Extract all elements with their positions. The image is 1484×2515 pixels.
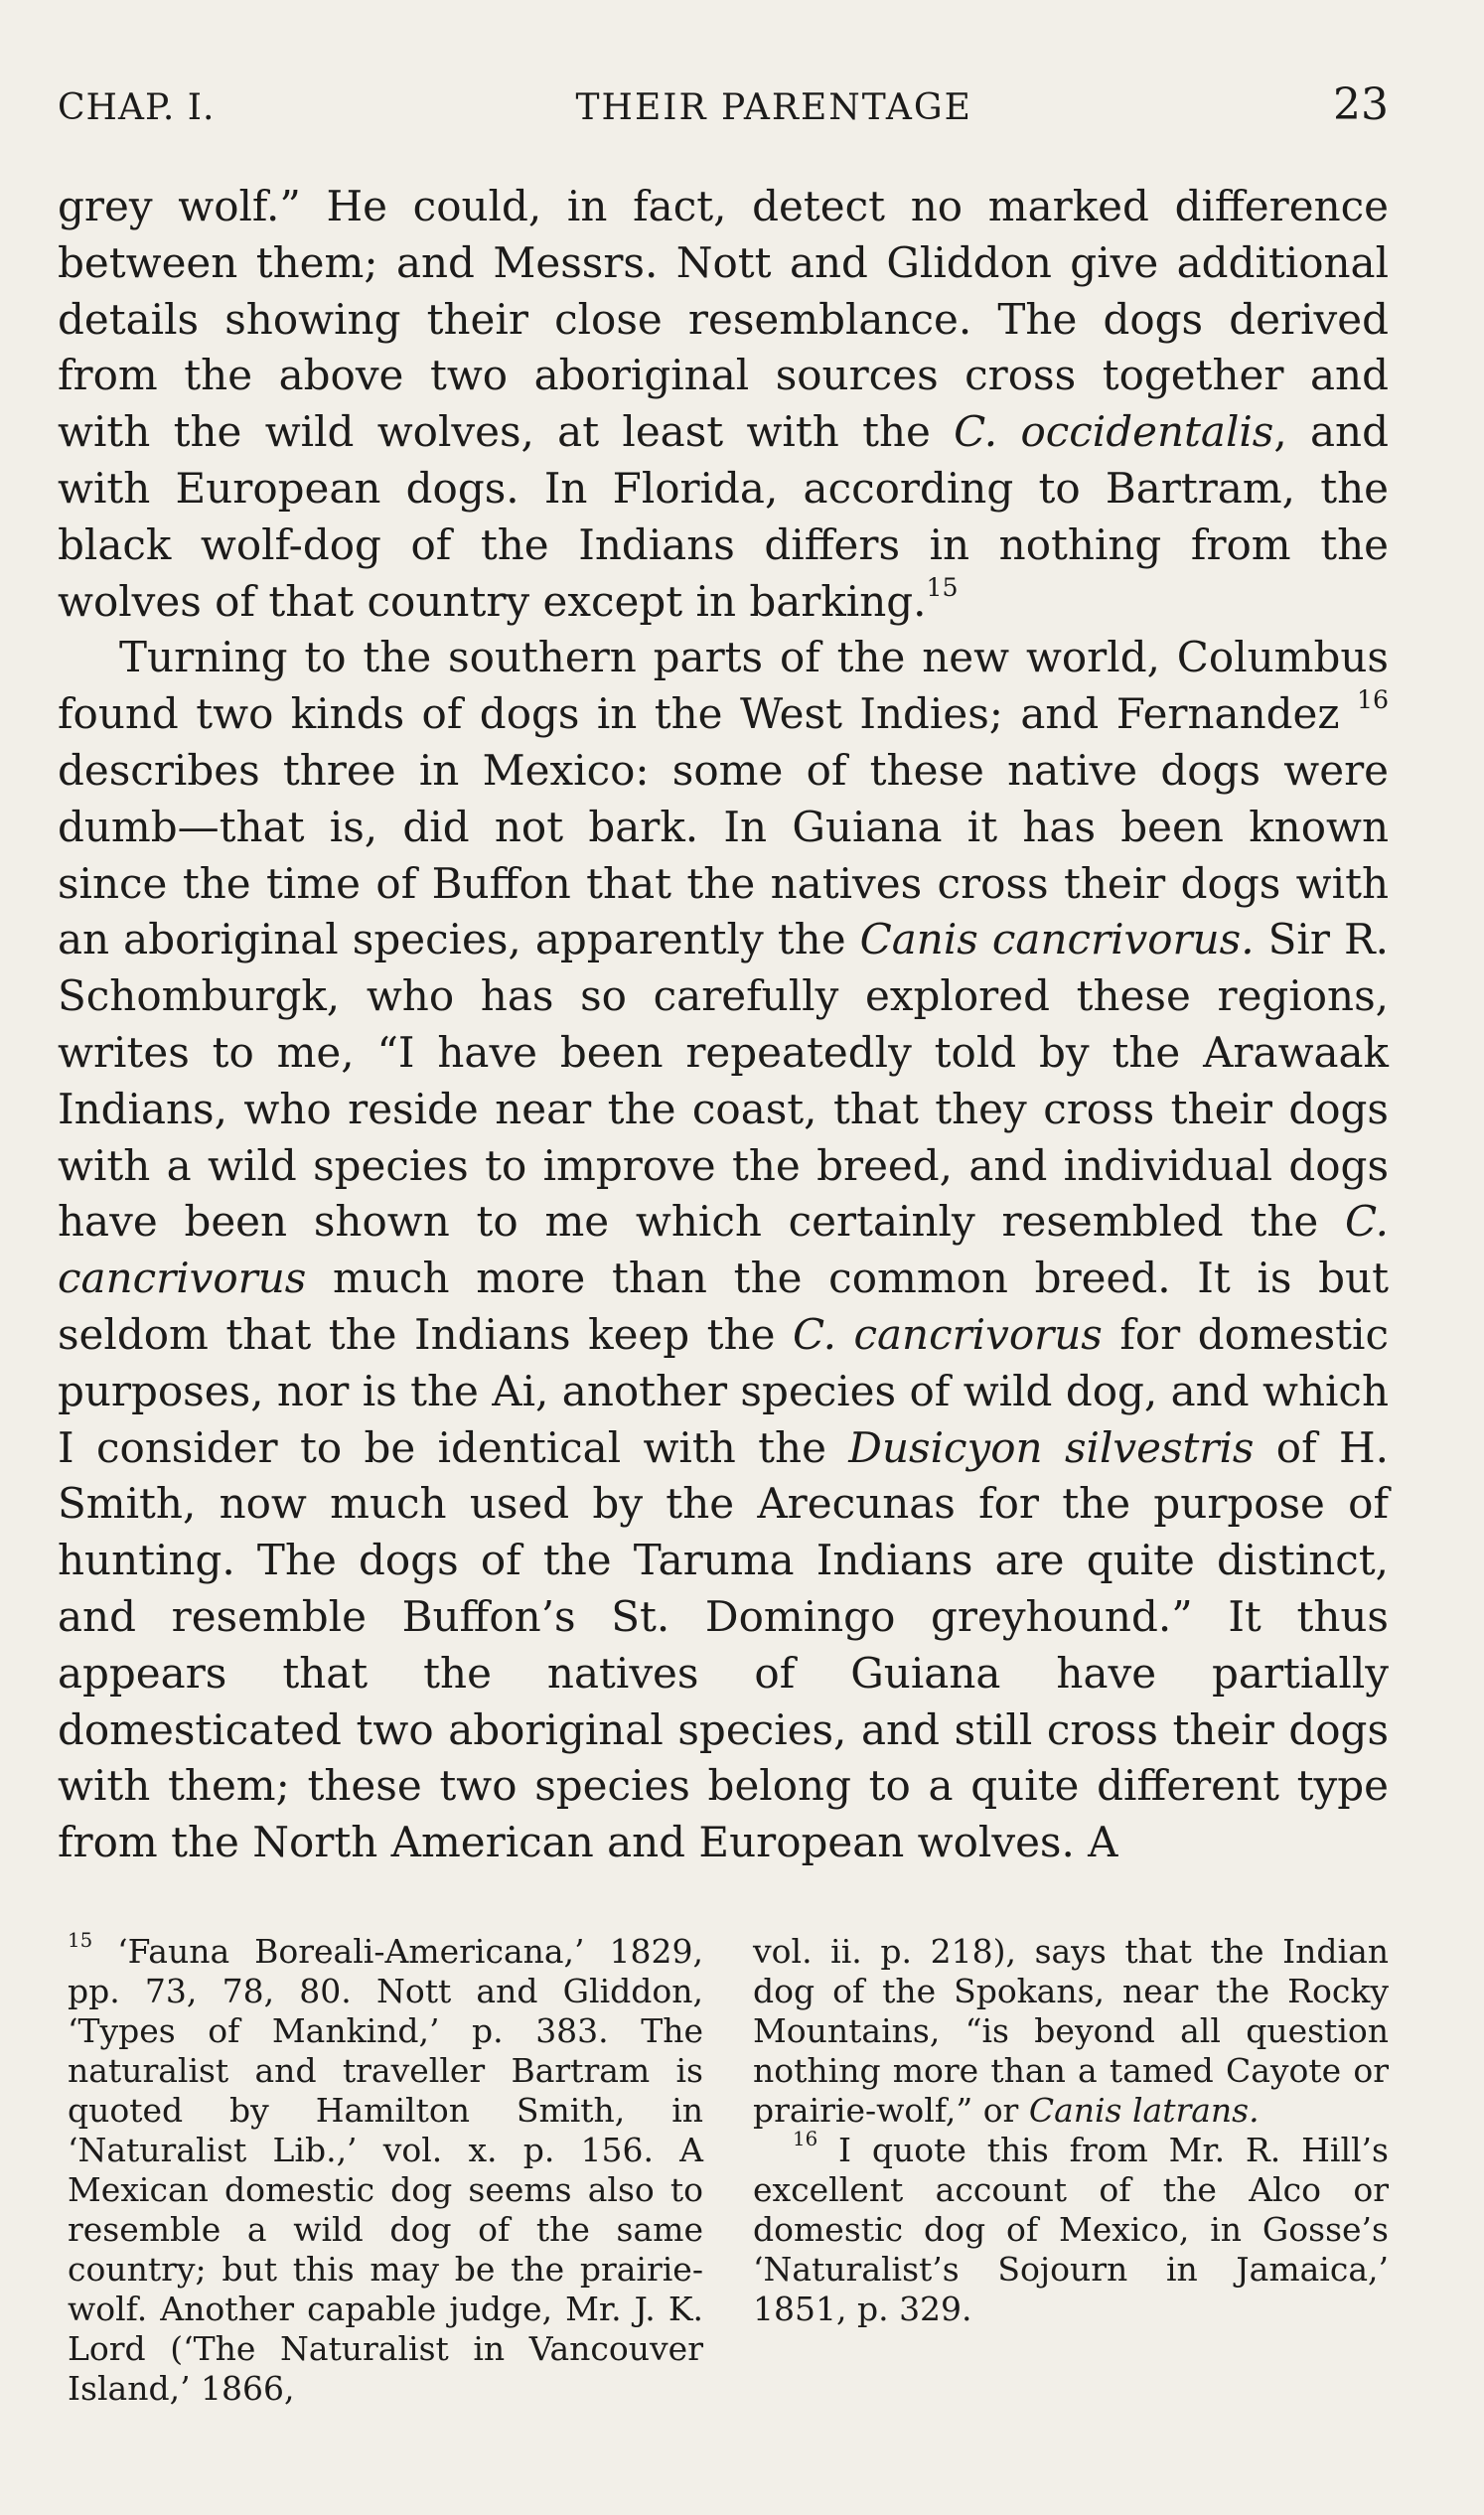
text-run: for domestic purposes, nor is the Ai, another species of wild dog, and which I consider to be identical with the (58, 1309, 1389, 1472)
text-run: of H. Smith, now much used by the Arecunas for the purpose of hunting. The dogs of the Taruma Indians are quite distinct, and resemble Buffon’s St. Domingo greyhound.” It thus appears that the natives of Guiana have partially domesticated two aboriginal species, and still cross their dogs with them; these two species belong to a quite different type from the North American and European wolves. A (58, 1422, 1389, 1867)
running-header (58, 79, 1389, 139)
paragraph-1 (58, 179, 1389, 630)
footnote-text: ‘Fauna Boreali-Americana,’ 1829, pp. 73, 78, 80. Nott and Gliddon, ‘Types of Mankind,’ p. 383. The naturalist and traveller Bartram is quoted by Hamilton Smith, in ‘Naturalist Lib.,’ vol. x. p. 156. A Mexican domestic dog seems also to resemble a wild dog of the same country; but this may be the prairie-wolf. Another capable judge, Mr. J. K. Lord (‘The Naturalist in Vancouver Island,’ 1866, (68, 1932, 703, 2408)
footnote-number: 16 (793, 2128, 818, 2151)
italic-run: Canis cancrivorus. (859, 915, 1255, 964)
footnotes (68, 1929, 1389, 2409)
text-run: grey wolf.” He could, in fact, detect no marked difference between them; and Messrs. Nott and Gliddon give additional details showing their close resemblance. The dogs derived from the above two aboriginal sources cross together and with the wild wolves, at least with the (58, 182, 1389, 457)
footnote-15-continued (753, 1932, 1389, 2131)
footnote-column-right (753, 1932, 1389, 2409)
footnote-ref-16[interactable]: 16 (1356, 685, 1389, 715)
italic-run: Dusicyon silvestris (848, 1422, 1255, 1472)
footnote-number: 15 (68, 1929, 93, 1953)
text-run: , and with European dogs. In Florida, according to Bartram, the black wolf-dog of the Indians differs in nothing from the wolves of that country except in barking. (58, 407, 1389, 626)
main-text (58, 179, 1389, 1871)
running-title: THEIR PARENTAGE (575, 87, 972, 128)
footnote-text: vol. ii. p. 218), says that the Indian dog of the Spokans, near the Rocky Mountains, “is beyond all question nothing more than a tamed Cayote or prairie-wolf,” or (753, 1932, 1389, 2130)
text-run: much more than the common breed. It is but seldom that the Indians keep the (58, 1254, 1389, 1359)
page-number: 23 (1332, 79, 1389, 130)
footnote-ref-15[interactable]: 15 (926, 572, 959, 602)
text-run: Turning to the southern parts of the new world, Columbus found two kinds of dogs in the West Indies; and Fernandez (58, 633, 1389, 739)
footnote-16 (753, 2128, 1389, 2329)
text-run: Sir R. Schomburgk, who has so carefully explored these regions, writes to me, “I have been repeatedly told by the Arawaak Indians, who reside near the coast, that they cross their dogs with a wild species to improve the breed, and individual dogs have been shown to me which certainly resembled the (58, 915, 1389, 1247)
footnote-text: I quote this from Mr. R. Hill’s excellent account of the Alco or domestic dog of Mexico, in Gosse’s ‘Naturalist’s Sojourn in Jamaica,’ 1851, p. 329. (753, 2131, 1389, 2328)
paragraph-2 (58, 630, 1389, 1871)
italic-run: C. occidentalis (954, 407, 1274, 457)
italic-run: C. cancrivorus (58, 1197, 1389, 1303)
text-run: describes three in Mexico: some of these native dogs were dumb—that is, did not bark. In Guiana it has been known since the time of Buffon that the natives cross their dogs with an aboriginal species, apparently the (58, 745, 1389, 964)
italic-run: Canis latrans. (1028, 2091, 1260, 2130)
chapter-label: CHAP. I. (58, 87, 216, 128)
italic-run: C. cancrivorus (792, 1309, 1103, 1359)
footnote-15 (68, 1929, 703, 2409)
footnote-column-left (68, 1929, 703, 2409)
